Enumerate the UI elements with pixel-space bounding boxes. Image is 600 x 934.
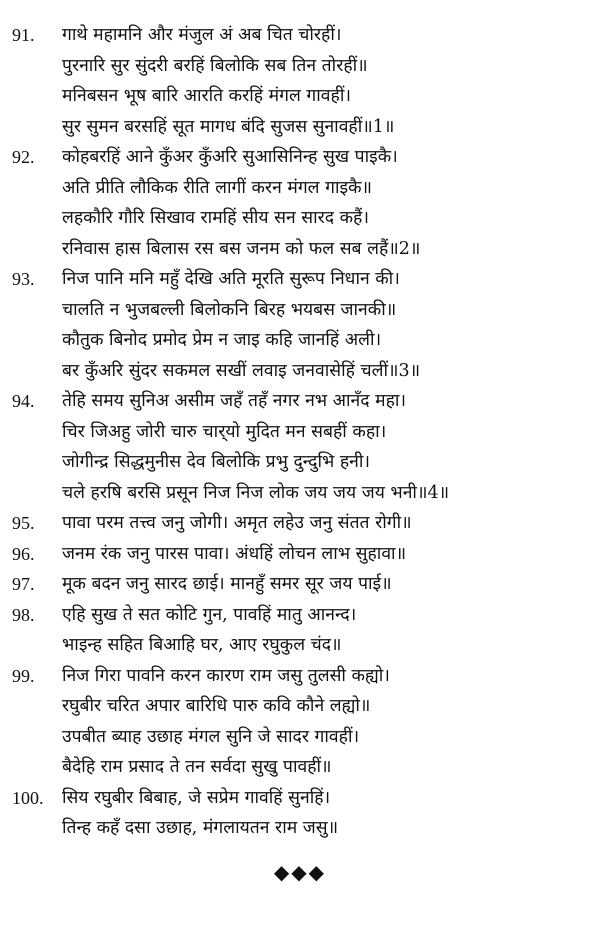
verse-line: रनिवास हास बिलास रस बस जनम को फल सब लहैं॥2॥: [62, 238, 421, 259]
verse-line: मनिबसन भूष बारि आरति करहिं मंगल गावहीं।: [62, 86, 351, 106]
verse-line: पावा परम तत्त्व जनु जोगी। अमृत लहेउ जनु संतत रोगी॥: [62, 513, 412, 533]
verse-block: [0, 569, 600, 600]
verse-line: तेहि समय सुनिअ असीम जहँ तहँ नगर नभ आनँद महा।: [62, 391, 407, 411]
verse-line: चालति न भुजबल्ली बिलोकनि बिरह भयबस जानकी॥: [62, 299, 397, 320]
verse-line: सुर सुमन बरसहिं सूत मागध बंदि सुजस सुनावहीं॥1॥: [62, 116, 395, 137]
verse-line: निज पानि मनि महुँ देखि अति मूरति सुरूप निधान की।: [62, 269, 400, 289]
verse-line: पुरनारि सुर सुंदरी बरहिं बिलोकि सब तिन तोरहीं॥: [62, 55, 368, 76]
verse-block: [0, 20, 600, 142]
verse-block: [0, 142, 600, 264]
verse-number: 99.: [12, 665, 35, 686]
verse-number: 98.: [12, 604, 35, 625]
verse-block: [0, 539, 600, 570]
verse-line: कोहबरहिं आने कुँअर कुँअरि सुआसिनिन्ह सुख पाइकै।: [62, 147, 398, 167]
verse-line: लहकौरि गौरि सिखाव रामहिं सीय सन सारद कहैं।: [62, 208, 369, 228]
verse-number: 100.: [12, 787, 44, 808]
verse-number: 96.: [12, 543, 35, 564]
verse-line: भाइन्ह सहित बिआहि घर, आए रघुकुल चंद॥: [62, 635, 342, 655]
verse-line: सिय रघुबीर बिबाह, जे सप्रेम गावहिं सुनहिं।: [62, 787, 331, 808]
verse-line: चिर जिअहु जोरी चारु चार्‌यो मुदित मन सबहीं कहा।: [62, 421, 387, 442]
verse-block: [0, 783, 600, 844]
verse-line: चले हरषि बरसि प्रसून निज निज लोक जय जय जय भनी॥4॥: [62, 482, 450, 503]
verse-block: [0, 508, 600, 539]
verse-line: मूक बदन जनु सारद छाई। मानहुँ समर सूर जय पाई॥: [62, 574, 392, 594]
verse-block: [0, 661, 600, 783]
verse-line: बर कुँअरि सुंदर सकमल सखीं लवाइ जनवासेहिं चलीं॥3॥: [62, 360, 421, 381]
verse-block: [0, 600, 600, 661]
verse-line: कौतुक बिनोद प्रमोद प्रेम न जाइ कहि जानहिं अली।: [62, 330, 382, 350]
verse-block: [0, 264, 600, 386]
verse-line: जनम रंक जनु पारस पावा। अंधहिं लोचन लाभ सुहावा॥: [62, 543, 407, 564]
verse-number: 91.: [12, 25, 35, 45]
verse-line: उपबीत ब्याह उछाह मंगल सुनि जे सादर गावहीं।: [62, 726, 360, 747]
verse-number: 95.: [12, 513, 35, 533]
verse-number: 97.: [12, 574, 35, 594]
verse-number: 92.: [12, 147, 35, 167]
verse-number: 93.: [12, 269, 35, 289]
verse-line: तिन्ह कहँ दसा उछाह, मंगलायतन राम जसु॥: [62, 818, 339, 838]
verse-block: [0, 386, 600, 508]
verse-line: रघुबीर चरित अपार बारिधि पारु कवि कौने लह्यो॥: [62, 696, 371, 716]
verse-line: जोगीन्द्र सिद्धमुनीस देव बिलोकि प्रभु दुन्दुभि हनी।: [62, 452, 371, 472]
verse-page: [0, 20, 600, 844]
verse-line: निज गिरा पावनि करन कारण राम जसु तुलसी कह्यो।: [62, 665, 390, 686]
verse-line: अति प्रीति लौकिक रीति लागीं करन मंगल गाइकै॥: [62, 177, 372, 198]
verse-line: गाथे महामनि और मंजुल अं अब चित चोरहीं।: [62, 25, 342, 45]
verse-line: एहि सुख ते सत कोटि गुन, पावहिं मातु आनन्द।: [62, 604, 357, 625]
verse-number: 94.: [12, 391, 35, 411]
ornament-diamonds: ◆◆◆: [273, 860, 327, 884]
verse-line: बैदेहि राम प्रसाद ते तन सर्वदा सुखु पावहीं॥: [62, 757, 332, 777]
